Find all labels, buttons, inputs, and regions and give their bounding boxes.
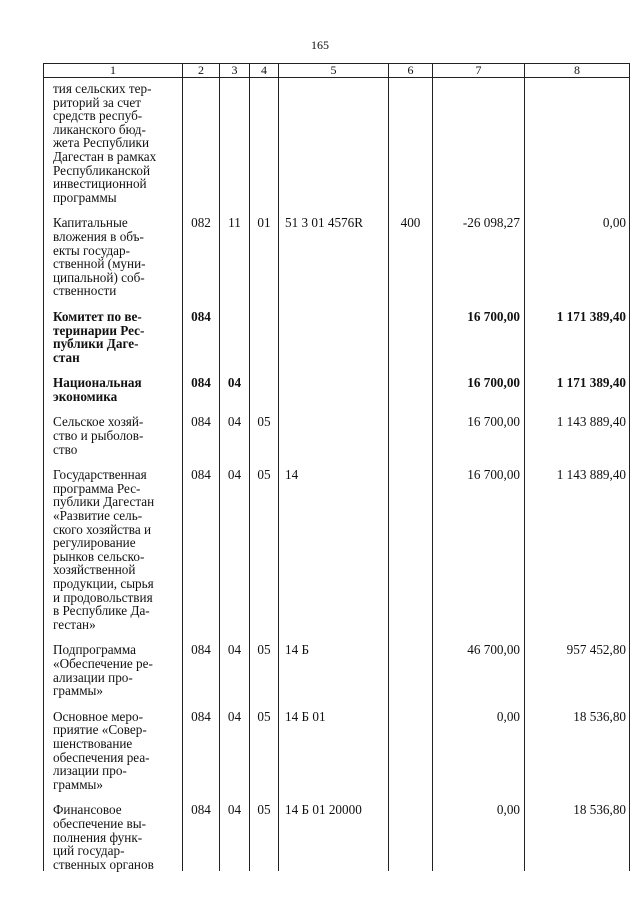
subsection-code-cell: 05 [250, 803, 279, 871]
table-row [44, 803, 630, 871]
row-name-line: приятие «Совер- [53, 722, 147, 738]
row-name-line: Сельское хозяй- [53, 414, 144, 430]
amount-change-cell: 16 700,00 [433, 376, 525, 415]
row-name-line: и продовольствия [53, 589, 153, 605]
row-name-line: граммы» [53, 683, 104, 699]
expense-type-cell [389, 468, 433, 643]
subsection-code-cell: 05 [250, 415, 279, 468]
row-name-line: ство и рыболов- [53, 428, 144, 444]
section-code-cell [220, 310, 250, 376]
column-header-6: 6 [389, 64, 433, 78]
row-name-line: ственности [53, 283, 117, 299]
row-name-line: публики Дагестан [53, 494, 155, 510]
row-name-line: ственных органов [53, 856, 154, 872]
target-article-cell: 14 [279, 468, 389, 643]
table-row [44, 310, 630, 376]
expense-type-cell [389, 310, 433, 376]
table-row [44, 78, 630, 217]
column-header-8: 8 [525, 64, 630, 78]
row-name-line: стан [53, 349, 80, 365]
row-name-line: Дагестан в рамках [53, 148, 157, 164]
amount-total-cell: 1 143 889,40 [525, 415, 630, 468]
expense-type-cell [389, 643, 433, 709]
target-article-cell [279, 78, 389, 217]
ministry-code-cell: 084 [183, 468, 220, 643]
row-name-line: Национальная [53, 375, 142, 391]
row-name-line: обеспечение вы- [53, 815, 146, 831]
column-header-5: 5 [279, 64, 389, 78]
table-header [44, 64, 630, 78]
ministry-code-cell: 084 [183, 310, 220, 376]
row-name-line: жета Республики [53, 135, 150, 151]
row-name-line: Основное меро- [53, 708, 143, 724]
table-header-row [44, 64, 630, 78]
table-row [44, 468, 630, 643]
section-code-cell: 04 [220, 643, 250, 709]
row-name-line: лизации про- [53, 763, 127, 779]
target-article-cell [279, 415, 389, 468]
amount-change-cell [433, 78, 525, 217]
subsection-code-cell [250, 78, 279, 217]
row-name-line: «Обеспечение ре- [53, 655, 153, 671]
row-name-cell [44, 710, 183, 804]
table-row [44, 643, 630, 709]
row-name-line: шенствование [53, 735, 133, 751]
section-code-cell: 04 [220, 710, 250, 804]
target-article-cell: 14 Б 01 20000 [279, 803, 389, 871]
row-name-line: Республиканской [53, 162, 151, 178]
row-name-line: обеспечения реа- [53, 749, 150, 765]
row-name-line: инвестиционной [53, 176, 147, 192]
row-name-cell [44, 803, 183, 871]
row-name-line: риторий за счет [53, 94, 142, 110]
row-name-line: продукции, сырья [53, 576, 154, 591]
target-article-cell: 14 Б 01 [279, 710, 389, 804]
row-name-line: ского хозяйства и [53, 521, 152, 537]
row-name-line: регулирование [53, 535, 136, 551]
table-row [44, 415, 630, 468]
column-header-2: 2 [183, 64, 220, 78]
row-name-cell [44, 643, 183, 709]
row-name-cell [44, 415, 183, 468]
row-name-line: граммы» [53, 776, 104, 792]
target-article-cell [279, 376, 389, 415]
subsection-code-cell: 05 [250, 468, 279, 643]
section-code-cell: 04 [220, 415, 250, 468]
amount-total-cell [525, 78, 630, 217]
row-name-line: тия сельских тер- [53, 81, 152, 96]
amount-total-cell: 0,00 [525, 216, 630, 310]
page-number: 165 [311, 38, 329, 52]
amount-total-cell: 1 143 889,40 [525, 468, 630, 643]
ministry-code-cell: 082 [183, 216, 220, 310]
budget-table [43, 63, 630, 871]
ministry-code-cell: 084 [183, 643, 220, 709]
expense-type-cell [389, 78, 433, 217]
subsection-code-cell: 05 [250, 643, 279, 709]
target-article-cell [279, 310, 389, 376]
amount-change-cell: 16 700,00 [433, 310, 525, 376]
expense-type-cell [389, 803, 433, 871]
section-code-cell: 04 [220, 468, 250, 643]
amount-total-cell: 1 171 389,40 [525, 310, 630, 376]
amount-change-cell: -26 098,27 [433, 216, 525, 310]
row-name-line: средств респуб- [53, 108, 143, 124]
row-name-line: ципальной) соб- [53, 269, 145, 285]
column-header-1: 1 [44, 64, 183, 78]
column-header-7: 7 [433, 64, 525, 78]
row-name-cell [44, 78, 183, 217]
row-name-line: екты государ- [53, 242, 130, 258]
row-name-cell [44, 216, 183, 310]
column-header-3: 3 [220, 64, 250, 78]
table-body [44, 78, 630, 872]
expense-type-cell [389, 376, 433, 415]
row-name-cell [44, 468, 183, 643]
amount-change-cell: 16 700,00 [433, 468, 525, 643]
amount-total-cell: 957 452,80 [525, 643, 630, 709]
table-row [44, 710, 630, 804]
row-name-line: теринарии Рес- [53, 322, 145, 338]
table-row [44, 216, 630, 310]
section-code-cell [220, 78, 250, 217]
amount-total-cell: 18 536,80 [525, 803, 630, 871]
ministry-code-cell: 084 [183, 415, 220, 468]
ministry-code-cell: 084 [183, 803, 220, 871]
row-name-line: вложения в объ- [53, 228, 144, 244]
target-article-cell: 51 3 01 4576R [279, 216, 389, 310]
row-name-line: полнения функ- [53, 829, 143, 845]
row-name-line: экономика [53, 388, 118, 404]
row-name-line: хозяйственной [53, 562, 136, 578]
amount-total-cell: 1 171 389,40 [525, 376, 630, 415]
row-name-cell [44, 376, 183, 415]
row-name-line: Капитальные [53, 215, 128, 231]
row-name-line: гестан» [53, 616, 96, 632]
row-name-line: Комитет по ве- [53, 308, 142, 324]
row-name-cell [44, 310, 183, 376]
section-code-cell: 04 [220, 376, 250, 415]
column-header-4: 4 [250, 64, 279, 78]
row-name-line: ализации про- [53, 669, 133, 685]
row-name-line: Финансовое [53, 802, 122, 818]
expense-type-cell [389, 415, 433, 468]
row-name-line: Подпрограмма [53, 642, 137, 658]
row-name-line: рынков сельско- [53, 548, 145, 564]
subsection-code-cell [250, 376, 279, 415]
section-code-cell: 04 [220, 803, 250, 871]
row-name-line: Государственная [53, 467, 147, 483]
row-name-line: публики Даге- [53, 336, 139, 352]
ministry-code-cell [183, 78, 220, 217]
amount-change-cell: 0,00 [433, 803, 525, 871]
subsection-code-cell [250, 310, 279, 376]
row-name-line: ство [53, 441, 78, 457]
row-name-line: программы [53, 189, 117, 205]
row-name-line: «Развитие сель- [53, 508, 143, 524]
subsection-code-cell: 05 [250, 710, 279, 804]
row-name-line: ций государ- [53, 843, 125, 859]
amount-change-cell: 0,00 [433, 710, 525, 804]
section-code-cell: 11 [220, 216, 250, 310]
ministry-code-cell: 084 [183, 376, 220, 415]
row-name-line: в Республике Да- [53, 603, 150, 619]
ministry-code-cell: 084 [183, 710, 220, 804]
amount-change-cell: 16 700,00 [433, 415, 525, 468]
amount-total-cell: 18 536,80 [525, 710, 630, 804]
subsection-code-cell: 01 [250, 216, 279, 310]
expense-type-cell: 400 [389, 216, 433, 310]
row-name-line: программа Рес- [53, 480, 141, 496]
expense-type-cell [389, 710, 433, 804]
amount-change-cell: 46 700,00 [433, 643, 525, 709]
row-name-line: ственной (муни- [53, 256, 146, 272]
row-name-line: ликанского бюд- [53, 121, 146, 137]
target-article-cell: 14 Б [279, 643, 389, 709]
table-row [44, 376, 630, 415]
